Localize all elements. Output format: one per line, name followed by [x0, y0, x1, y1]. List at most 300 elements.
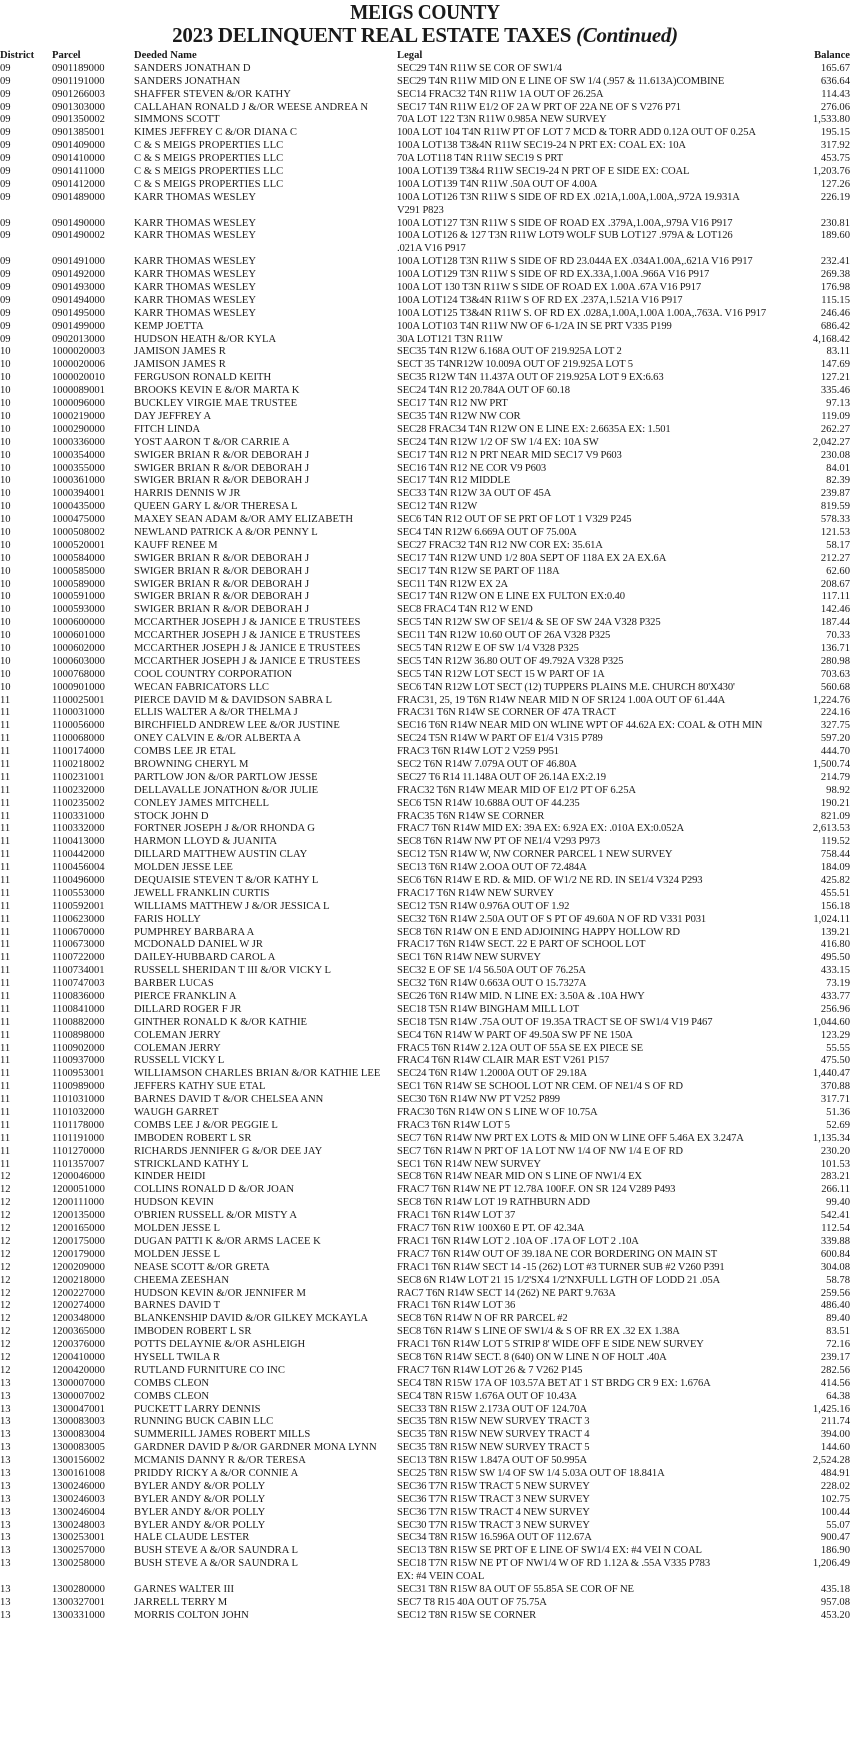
legal-cell: SEC18 T7N R15W NE PT OF NW1/4 W OF RD 1.12A & .55A V335 P783 — [397, 1558, 710, 1570]
deeded-name-cell: CONLEY JAMES MITCHELL — [134, 797, 269, 809]
district-cell: 13 — [0, 1377, 11, 1389]
table-row — [0, 1481, 850, 1494]
table-row — [0, 669, 850, 682]
balance-cell: 266.11 — [821, 1184, 850, 1196]
legal-cell: SEC27 FRAC32 T4N R12 NW COR EX: 35.61A — [397, 539, 603, 551]
district-cell: 09 — [0, 256, 11, 268]
district-cell: 11 — [0, 875, 11, 886]
legal-cell: SEC34 T8N R15W 16.596A OUT OF 112.67A — [397, 1532, 592, 1544]
parcel-cell: 1100747003 — [52, 978, 105, 990]
district-cell: 12 — [0, 1287, 11, 1299]
deeded-name-cell: ONEY CALVIN E &/OR ALBERTA A — [134, 733, 301, 745]
legal-cell: SEC36 T7N R15W TRACT 4 NEW SURVEY — [397, 1506, 590, 1518]
deeded-name-cell: BROOKS KEVIN E &/OR MARTA K — [134, 385, 300, 397]
balance-cell: 211.74 — [821, 1416, 850, 1428]
table-row — [0, 256, 850, 269]
legal-cell: SEC8 T6N R14W NW PT OF NE1/4 V293 P973 — [397, 836, 600, 848]
table-row — [0, 1146, 850, 1159]
district-cell: 12 — [0, 1300, 11, 1312]
district-cell: 12 — [0, 1326, 11, 1338]
table-row — [0, 140, 850, 153]
district-cell: 11 — [0, 849, 11, 861]
district-cell: 12 — [0, 1313, 11, 1325]
legal-cell: SEC35 T4N R12W 6.168A OUT OF 219.925A LOT 2 — [397, 346, 622, 358]
deeded-name-cell: KARR THOMAS WESLEY — [134, 282, 257, 294]
table-row — [0, 76, 850, 89]
table-row — [0, 901, 850, 914]
parcel-cell: 1000435000 — [52, 501, 105, 513]
table-row — [0, 1378, 850, 1391]
district-cell: 12 — [0, 1197, 11, 1209]
table-row — [0, 707, 850, 720]
balance-cell: 139.21 — [820, 926, 850, 938]
deeded-name-cell: MCCARTHER JOSEPH J & JANICE E TRUSTEES — [134, 655, 361, 667]
deeded-name-cell: SWIGER BRIAN R &/OR DEBORAH J — [134, 578, 310, 590]
balance-cell: 600.84 — [820, 1248, 850, 1260]
legal-cell: SEC8 T6N R14W NEAR MID ON S LINE OF NW1/4 EX — [397, 1171, 642, 1183]
legal-cell: SEC12 T4N R12W — [397, 501, 478, 513]
parcel-cell: 0901189000 — [52, 62, 105, 74]
balance-cell: 232.41 — [820, 256, 850, 268]
balance-cell: 444.70 — [820, 746, 850, 758]
legal-cell: SEC7 T6N R14W N PRT OF 1A LOT NW 1/4 OF NW 1/4 E OF RD — [397, 1145, 683, 1157]
column-header-balance: Balance — [814, 50, 850, 61]
table-row — [0, 1017, 850, 1030]
parcel-cell: 1000591000 — [52, 591, 105, 603]
balance-cell: 195.15 — [820, 127, 850, 139]
district-cell: 09 — [0, 88, 11, 100]
deeded-name-cell: WECAN FABRICATORS LLC — [134, 681, 269, 693]
deeded-name-cell: SWIGER BRIAN R &/OR DEBORAH J — [134, 475, 310, 487]
table-row — [0, 1081, 850, 1094]
balance-cell: 123.29 — [820, 1029, 850, 1041]
district-cell: 09 — [0, 320, 11, 332]
legal-cell: FRAC7 T6N R14W NE PT 12.78A 100F.F. ON SR 124 V289 P493 — [397, 1184, 676, 1196]
table-row-continuation — [0, 1571, 850, 1584]
deeded-name-cell: DEQUAISIE STEVEN T &/OR KATHY L — [134, 875, 319, 886]
legal-cell: SEC11 T4N R12W 10.60 OUT OF 26A V328 P325 — [397, 630, 611, 642]
parcel-cell: 1100056000 — [52, 720, 105, 732]
legal-cell: 100A LOT103 T4N R11W NW OF 6-1/2A IN SE PRT V335 P199 — [397, 320, 672, 332]
legal-cell: SEC2 T6N R14W 7.079A OUT OF 46.80A — [397, 758, 577, 770]
parcel-cell: 1000361000 — [52, 475, 105, 487]
table-row — [0, 424, 850, 437]
parcel-cell: 0901492000 — [52, 269, 105, 281]
balance-cell: 339.88 — [820, 1235, 850, 1247]
district-cell: 13 — [0, 1583, 11, 1595]
deeded-name-cell: COLEMAN JERRY — [134, 1042, 221, 1054]
table-row — [0, 1184, 850, 1197]
legal-cell: FRAC1 T6N R14W LOT 2 .10A OF .17A OF LOT 2 .10A — [397, 1235, 639, 1247]
legal-cell: SEC31 T8N R15W 8A OUT OF 55.85A SE COR OF NE — [397, 1583, 634, 1595]
deeded-name-cell: JARRELL TERRY M — [134, 1596, 228, 1608]
page-subtitle — [0, 23, 850, 47]
deeded-name-cell: HYSELL TWILA R — [134, 1351, 220, 1363]
deeded-name-cell: PIERCE FRANKLIN A — [134, 991, 237, 1003]
legal-cell: SEC5 T4N R12W LOT SECT 15 W PART OF 1A — [397, 668, 605, 680]
table-row — [0, 1300, 850, 1313]
deeded-name-cell: FORTNER JOSEPH J &/OR RHONDA G — [134, 823, 315, 835]
deeded-name-cell: STRICKLAND KATHY L — [134, 1158, 249, 1170]
parcel-cell: 1100734001 — [52, 965, 105, 977]
balance-cell: 72.16 — [826, 1339, 850, 1351]
table-row — [0, 450, 850, 463]
deeded-name-cell: WILLIAMS MATTHEW J &/OR JESSICA L — [134, 900, 330, 912]
parcel-cell: 1200420000 — [52, 1364, 105, 1376]
district-cell: 11 — [0, 991, 11, 1003]
balance-cell: 304.08 — [820, 1261, 850, 1273]
table-row — [0, 875, 850, 888]
deeded-name-cell: MCCARTHER JOSEPH J & JANICE E TRUSTEES — [134, 630, 361, 642]
district-cell: 09 — [0, 217, 11, 229]
table-row — [0, 398, 850, 411]
deeded-name-cell: PIERCE DAVID M & DAVIDSON SABRA L — [134, 694, 332, 706]
legal-cell: 70A LOT118 T4N R11W SEC19 S PRT — [397, 153, 563, 165]
deeded-name-cell: PRIDDY RICKY A &/OR CONNIE A — [134, 1467, 299, 1479]
parcel-cell: 0901490002 — [52, 230, 105, 242]
balance-cell: 394.00 — [820, 1429, 850, 1441]
parcel-cell: 1000768000 — [52, 668, 105, 680]
table-row — [0, 89, 850, 102]
balance-cell: 127.26 — [820, 178, 850, 190]
table-row — [0, 463, 850, 476]
balance-cell: 578.33 — [820, 514, 850, 526]
district-cell: 11 — [0, 965, 11, 977]
legal-cell: 100A LOT139 T4N R11W .50A OUT OF 4.00A — [397, 178, 598, 190]
table-row — [0, 682, 850, 695]
table-row — [0, 991, 850, 1004]
table-row — [0, 127, 850, 140]
district-cell: 10 — [0, 591, 11, 603]
district-cell: 11 — [0, 746, 11, 758]
legal-cell: SEC30 T7N R15W TRACT 3 NEW SURVEY — [397, 1519, 590, 1531]
balance-cell: 327.75 — [820, 720, 850, 732]
balance-cell: 97.13 — [826, 398, 850, 410]
balance-cell: 1,206.49 — [812, 1558, 850, 1570]
parcel-cell: 1100553000 — [52, 887, 105, 899]
table-row — [0, 604, 850, 617]
deeded-name-cell: MCCARTHER JOSEPH J & JANICE E TRUSTEES — [134, 642, 361, 654]
deeded-name-cell: O'BRIEN RUSSELL &/OR MISTY A — [134, 1210, 297, 1222]
legal-cell: SEC5 T4N R12W 36.80 OUT OF 49.792A V328 P325 — [397, 655, 624, 667]
parcel-cell: 1100937000 — [52, 1055, 105, 1067]
table-row — [0, 1120, 850, 1133]
legal-cell: SEC29 T4N R11W MID ON E LINE OF SW 1/4 (.957 & 11.613A)COMBINE — [397, 75, 725, 87]
district-cell: 12 — [0, 1274, 11, 1286]
district-cell: 11 — [0, 784, 11, 796]
deeded-name-cell: HARMON LLOYD & JUANITA — [134, 836, 278, 848]
deeded-name-cell: MCDONALD DANIEL W JR — [134, 939, 263, 951]
legal-cell: SEC24 T4N R12W 1/2 OF SW 1/4 EX: 10A SW — [397, 436, 599, 448]
parcel-cell: 1100836000 — [52, 991, 105, 1003]
legal-cell: SEC12 T5N R14W W, NW CORNER PARCEL 1 NEW SURVEY — [397, 849, 673, 861]
parcel-cell: 1000589000 — [52, 578, 105, 590]
deeded-name-cell: BARBER LUCAS — [134, 978, 214, 990]
legal-cell: FRAC1 T6N R14W SECT 14 -15 (262) LOT #3 TURNER SUB #2 V260 P391 — [397, 1261, 725, 1273]
deeded-name-cell: BUSH STEVE A &/OR SAUNDRA L — [134, 1545, 298, 1557]
balance-cell: 117.11 — [821, 591, 850, 603]
balance-cell: 1,224.76 — [812, 694, 850, 706]
table-row — [0, 527, 850, 540]
table-row — [0, 1507, 850, 1520]
balance-cell: 184.09 — [820, 862, 850, 874]
balance-cell: 98.92 — [826, 784, 850, 796]
deeded-name-cell: KARR THOMAS WESLEY — [134, 230, 257, 242]
district-cell: 11 — [0, 1145, 11, 1157]
balance-cell: 703.63 — [820, 668, 850, 680]
deeded-name-cell: RUNNING BUCK CABIN LLC — [134, 1416, 274, 1428]
district-cell: 11 — [0, 720, 11, 732]
district-cell: 11 — [0, 707, 11, 719]
parcel-cell: 1200365000 — [52, 1326, 105, 1338]
parcel-cell: 1200046000 — [52, 1171, 105, 1183]
parcel-cell: 1100902000 — [52, 1042, 105, 1054]
deeded-name-cell: CHEEMA ZEESHAN — [134, 1274, 230, 1286]
deeded-name-cell: WILLIAMSON CHARLES BRIAN &/OR KATHIE LEE — [134, 1068, 381, 1080]
table-row — [0, 372, 850, 385]
table-row — [0, 1558, 850, 1571]
parcel-cell: 1200376000 — [52, 1339, 105, 1351]
district-cell: 13 — [0, 1609, 11, 1621]
legal-cell: SEC36 T7N R15W TRACT 5 NEW SURVEY — [397, 1480, 590, 1492]
deeded-name-cell: DILLARD MATTHEW AUSTIN CLAY — [134, 849, 308, 861]
parcel-cell: 1100898000 — [52, 1029, 105, 1041]
legal-cell: SEC8 T6N R14W SECT. 8 (640) ON W LINE N OF HOLT .40A — [397, 1351, 667, 1363]
parcel-cell: 1200218000 — [52, 1274, 105, 1286]
legal-cell: FRAC7 T6N R14W MID EX: 39A EX: 6.92A EX: .010A EX:0.052A — [397, 823, 684, 835]
parcel-cell: 1000354000 — [52, 449, 105, 461]
legal-cell: SEC6 T4N R12 OUT OF SE PRT OF LOT 1 V329 P245 — [397, 514, 632, 526]
legal-cell: FRAC1 T6N R14W LOT 37 — [397, 1210, 516, 1222]
deeded-name-cell: RUTLAND FURNITURE CO INC — [134, 1364, 285, 1376]
parcel-cell: 1000508002 — [52, 526, 105, 538]
district-cell: 10 — [0, 539, 11, 551]
balance-cell: 64.38 — [826, 1390, 850, 1402]
district-cell: 12 — [0, 1339, 11, 1351]
balance-cell: 228.02 — [820, 1480, 850, 1492]
deeded-name-cell: HARRIS DENNIS W JR — [134, 488, 241, 500]
balance-cell: 144.60 — [820, 1442, 850, 1454]
subtitle-continued: (Continued) — [576, 23, 678, 47]
deeded-name-cell: BLANKENSHIP DAVID &/OR GILKEY MCKAYLA — [134, 1313, 369, 1325]
parcel-cell: 1100673000 — [52, 939, 105, 951]
balance-cell: 283.21 — [820, 1171, 850, 1183]
deeded-name-cell: MORRIS COLTON JOHN — [134, 1609, 249, 1621]
parcel-cell: 1200135000 — [52, 1210, 105, 1222]
balance-cell: 212.27 — [820, 552, 850, 564]
table-row — [0, 1352, 850, 1365]
balance-cell: 186.90 — [820, 1545, 850, 1557]
legal-cell: SEC32 E OF SE 1/4 56.50A OUT OF 76.25A — [397, 965, 586, 977]
legal-cell: 100A LOT138 T3&4N R11W SEC19-24 N PRT EX: COAL EX: 10A — [397, 140, 686, 152]
legal-cell: SEC17 T4N R12 N PRT NEAR MID SEC17 V9 P603 — [397, 449, 622, 461]
district-cell: 11 — [0, 1158, 11, 1170]
balance-cell: 821.09 — [820, 810, 850, 822]
balance-cell: 70.33 — [826, 630, 850, 642]
legal-cell: SEC33 T8N R15W 2.173A OUT OF 124.70A — [397, 1403, 588, 1415]
balance-cell: 246.46 — [820, 307, 850, 319]
deeded-name-cell: KEMP JOETTA — [134, 320, 204, 332]
parcel-cell: 1100025001 — [52, 694, 105, 706]
legal-cell: FRAC32 T6N R14W MEAR MID OF E1/2 PT OF 6.25A — [397, 784, 636, 796]
district-cell: 09 — [0, 191, 11, 203]
district-cell: 10 — [0, 642, 11, 654]
district-cell: 09 — [0, 333, 11, 345]
deeded-name-cell: PUMPHREY BARBARA A — [134, 926, 255, 938]
deeded-name-cell: IMBODEN ROBERT L SR — [134, 1326, 252, 1338]
district-cell: 10 — [0, 359, 11, 371]
subtitle-text: 2023 DELINQUENT REAL ESTATE TAXES — [172, 23, 572, 47]
balance-cell: 1,500.74 — [812, 758, 850, 770]
district-cell: 11 — [0, 1003, 11, 1015]
table-row — [0, 746, 850, 759]
district-cell: 13 — [0, 1493, 11, 1505]
parcel-cell: 1200179000 — [52, 1248, 105, 1260]
table-row — [0, 617, 850, 630]
district-cell: 11 — [0, 1081, 11, 1093]
balance-cell: 147.69 — [820, 359, 850, 371]
balance-cell: 176.98 — [820, 282, 850, 294]
legal-cell: FRAC35 T6N R14W SE CORNER — [397, 810, 545, 822]
district-cell: 13 — [0, 1467, 11, 1479]
legal-cell: SEC13 T8N R15W SE PRT OF E LINE OF SW1/4 EX: #4 VEI N COAL — [397, 1545, 702, 1557]
table-row — [0, 1107, 850, 1120]
deeded-name-cell: C & S MEIGS PROPERTIES LLC — [134, 166, 284, 178]
legal-cell: FRAC7 T6N R14W OUT OF 39.18A NE COR BORDERING ON MAIN ST — [397, 1248, 718, 1260]
balance-cell: 484.91 — [820, 1467, 850, 1479]
table-row — [0, 1030, 850, 1043]
parcel-cell: 0901411000 — [52, 166, 105, 178]
legal-cell: SEC7 T8 R15 40A OUT OF 75.75A — [397, 1596, 547, 1608]
parcel-cell: 1300246000 — [52, 1480, 105, 1492]
legal-cell-continuation: V291 P823 — [397, 204, 444, 216]
legal-cell: SEC24 T6N R14W 1.2000A OUT OF 29.18A — [397, 1068, 588, 1080]
parcel-cell: 1200175000 — [52, 1235, 105, 1247]
parcel-cell: 1101270000 — [52, 1145, 105, 1157]
table-row — [0, 359, 850, 372]
legal-cell: SEC17 T4N R11W E1/2 OF 2A W PRT OF 22A NE OF S V276 P71 — [397, 101, 681, 113]
legal-cell: SEC1 T6N R14W SE SCHOOL LOT NR CEM. OF NE1/4 S OF RD — [397, 1081, 683, 1093]
legal-cell: SEC13 T6N R14W 2.OOA OUT OF 72.484A — [397, 862, 587, 874]
parcel-cell: 0901499000 — [52, 320, 105, 332]
district-cell: 11 — [0, 900, 11, 912]
balance-cell: 425.82 — [820, 875, 850, 886]
table-row — [0, 346, 850, 359]
district-cell: 10 — [0, 372, 11, 384]
table-row — [0, 1159, 850, 1172]
deeded-name-cell: IMBODEN ROBERT L SR — [134, 1132, 252, 1144]
deeded-name-cell: HUDSON KEVIN — [134, 1197, 214, 1209]
district-cell: 12 — [0, 1171, 11, 1183]
district-cell: 11 — [0, 1029, 11, 1041]
parcel-cell: 1300156002 — [52, 1455, 105, 1467]
district-cell: 10 — [0, 655, 11, 667]
deeded-name-cell: STOCK JOHN D — [134, 810, 209, 822]
district-cell: 11 — [0, 913, 11, 925]
district-cell: 11 — [0, 694, 11, 706]
deeded-name-cell: COMBS CLEON — [134, 1377, 210, 1389]
balance-cell: 208.67 — [820, 578, 850, 590]
parcel-cell: 1000020010 — [52, 372, 105, 384]
district-cell: 11 — [0, 1016, 11, 1028]
table-row — [0, 836, 850, 849]
parcel-cell: 1101032000 — [52, 1107, 105, 1119]
deeded-name-cell: MCMANIS DANNY R &/OR TERESA — [134, 1455, 306, 1467]
table-row — [0, 1236, 850, 1249]
balance-cell: 58.78 — [826, 1274, 850, 1286]
table-row — [0, 1584, 850, 1597]
balance-cell: 230.20 — [820, 1145, 850, 1157]
balance-cell: 55.55 — [826, 1042, 850, 1054]
district-cell: 10 — [0, 617, 11, 629]
table-row — [0, 295, 850, 308]
district-cell: 11 — [0, 1107, 11, 1119]
balance-cell: 758.44 — [820, 849, 850, 861]
deeded-name-cell: RUSSELL VICKY L — [134, 1055, 225, 1067]
district-cell: 09 — [0, 75, 11, 87]
legal-cell: SEC27 T6 R14 11.148A OUT OF 26.14A EX:2.19 — [397, 771, 606, 783]
parcel-cell: 1000593000 — [52, 604, 105, 616]
legal-cell: SEC18 T5N R14W .75A OUT OF 19.35A TRACT SE OF SW1/4 V19 P467 — [397, 1016, 713, 1028]
deeded-name-cell: SANDERS JONATHAN D — [134, 62, 251, 74]
table-row — [0, 1597, 850, 1610]
parcel-cell: 1101031000 — [52, 1094, 105, 1106]
deeded-name-cell: COMBS LEE J &/OR PEGGIE L — [134, 1119, 278, 1131]
balance-cell: 2,042.27 — [812, 436, 850, 448]
balance-cell: 239.87 — [820, 488, 850, 500]
legal-cell: SEC5 T4N R12W E OF SW 1/4 V328 P325 — [397, 642, 579, 654]
legal-cell: 70A LOT 122 T3N R11W 0.985A NEW SURVEY — [397, 114, 607, 126]
balance-cell: 414.56 — [820, 1377, 850, 1389]
deeded-name-cell: COLLINS RONALD D &/OR JOAN — [134, 1184, 295, 1196]
table-row — [0, 914, 850, 927]
parcel-cell: 1100496000 — [52, 875, 105, 886]
district-cell: 10 — [0, 346, 11, 358]
parcel-cell: 1100231001 — [52, 771, 105, 783]
district-cell: 13 — [0, 1545, 11, 1557]
parcel-cell: 1100442000 — [52, 849, 105, 861]
parcel-cell: 1100989000 — [52, 1081, 105, 1093]
balance-cell: 82.39 — [826, 475, 850, 487]
table-row — [0, 475, 850, 488]
deeded-name-cell: KINDER HEIDI — [134, 1171, 206, 1183]
balance-cell: 262.27 — [820, 423, 850, 435]
district-cell: 13 — [0, 1390, 11, 1402]
balance-cell: 101.53 — [820, 1158, 850, 1170]
table-row — [0, 759, 850, 772]
balance-cell: 119.09 — [821, 410, 850, 422]
district-cell: 13 — [0, 1532, 11, 1544]
table-row — [0, 798, 850, 811]
legal-cell: SEC32 T6N R14W 0.663A OUT O 15.7327A — [397, 978, 587, 990]
parcel-cell: 1300083004 — [52, 1429, 105, 1441]
table-row — [0, 192, 850, 205]
table-row — [0, 1262, 850, 1275]
district-cell: 10 — [0, 423, 11, 435]
parcel-cell: 1101357007 — [52, 1158, 105, 1170]
district-cell: 09 — [0, 127, 11, 139]
parcel-cell: 1300047001 — [52, 1403, 105, 1415]
balance-cell: 317.92 — [820, 140, 850, 152]
parcel-cell: 1300246003 — [52, 1493, 105, 1505]
legal-cell: SECT 35 T4NR12W 10.009A OUT OF 219.925A LOT 5 — [397, 359, 633, 371]
district-cell: 12 — [0, 1210, 11, 1222]
table-row — [0, 1404, 850, 1417]
table-row — [0, 1210, 850, 1223]
deeded-name-cell: YOST AARON T &/OR CARRIE A — [134, 436, 290, 448]
table-row — [0, 1275, 850, 1288]
parcel-cell: 0901493000 — [52, 282, 105, 294]
